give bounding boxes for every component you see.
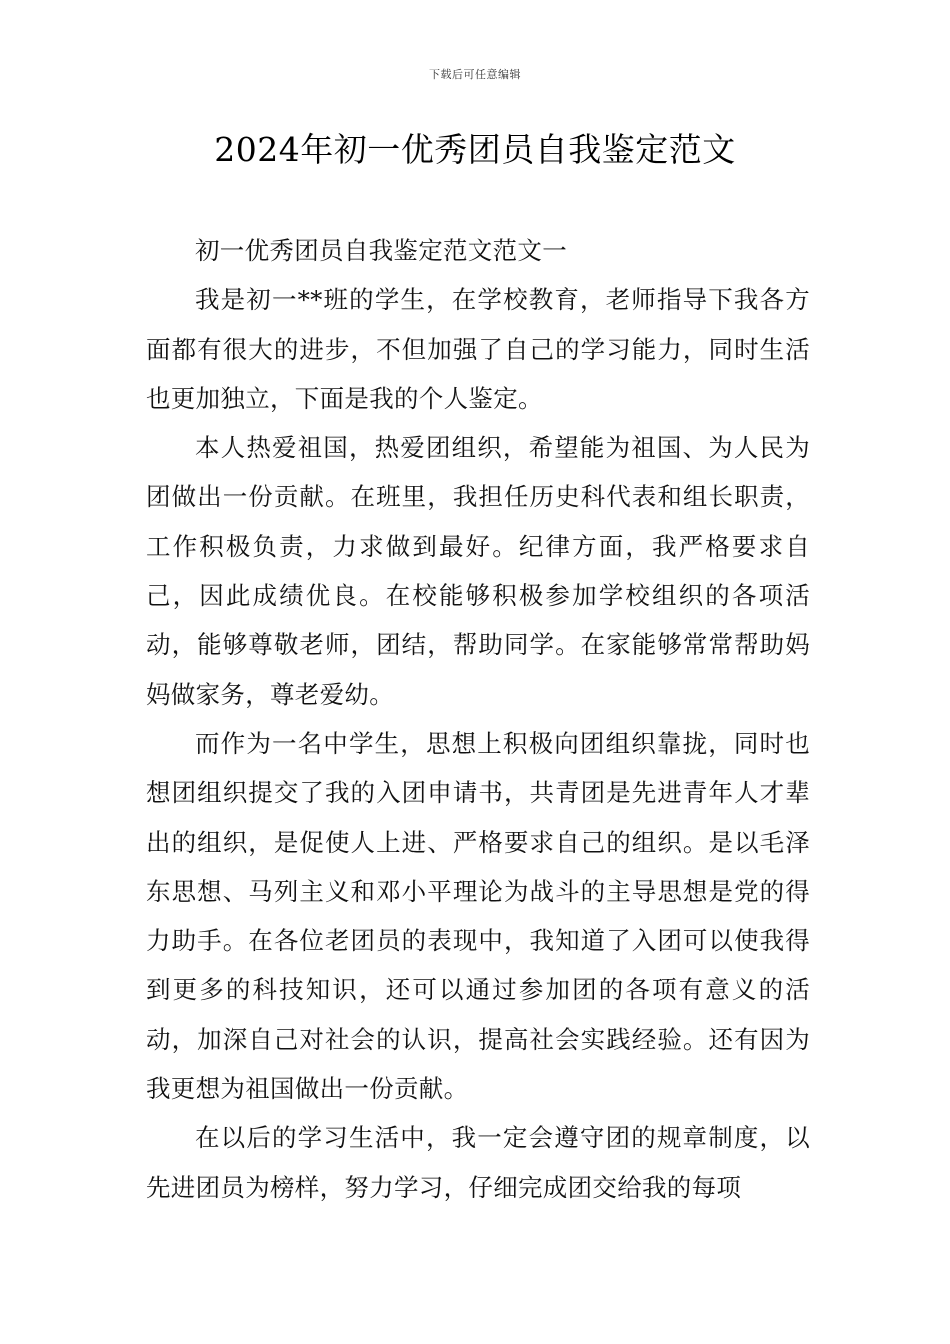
document-body xyxy=(146,226,810,1212)
paragraph: 而作为一名中学生，思想上积极向团组织靠拢，同时也想团组织提交了我的入团申请书，共青团是先进青年人才辈出的组织，是促使人上进、严格要求自己的组织。是以毛泽东思想、马列主义和邓小平理论为战斗的主导思想是党的得力助手。在各位老团员的表现中，我知道了入团可以使我得到更多的科技知识，还可以通过参加团的各项有意义的活动，加深自己对社会的认识，提高社会实践经验。还有因为我更想为祖国做出一份贡献。 xyxy=(146,728,810,1104)
paragraph: 本人热爱祖国，热爱团组织，希望能为祖国、为人民为团做出一份贡献。在班里，我担任历史科代表和组长职责，工作积极负责，力求做到最好。纪律方面，我严格要求自己，因此成绩优良。在校能够积极参加学校组织的各项活动，能够尊敬老师，团结，帮助同学。在家能够常常帮助妈妈做家务，尊老爱幼。 xyxy=(146,433,810,709)
paragraph-subtitle: 初一优秀团员自我鉴定范文范文一 xyxy=(195,236,567,265)
document-title: 2024年初一优秀团员自我鉴定范文 xyxy=(214,130,736,169)
header-note: 下载后可任意编辑 xyxy=(429,68,521,81)
paragraph: 在以后的学习生活中，我一定会遵守团的规章制度，以先进团员为榜样，努力学习，仔细完成团交给我的每项 xyxy=(146,1123,810,1202)
paragraph: 我是初一**班的学生，在学校教育，老师指导下我各方面都有很大的进步，不但加强了自己的学习能力，同时生活也更加独立，下面是我的个人鉴定。 xyxy=(146,285,810,413)
